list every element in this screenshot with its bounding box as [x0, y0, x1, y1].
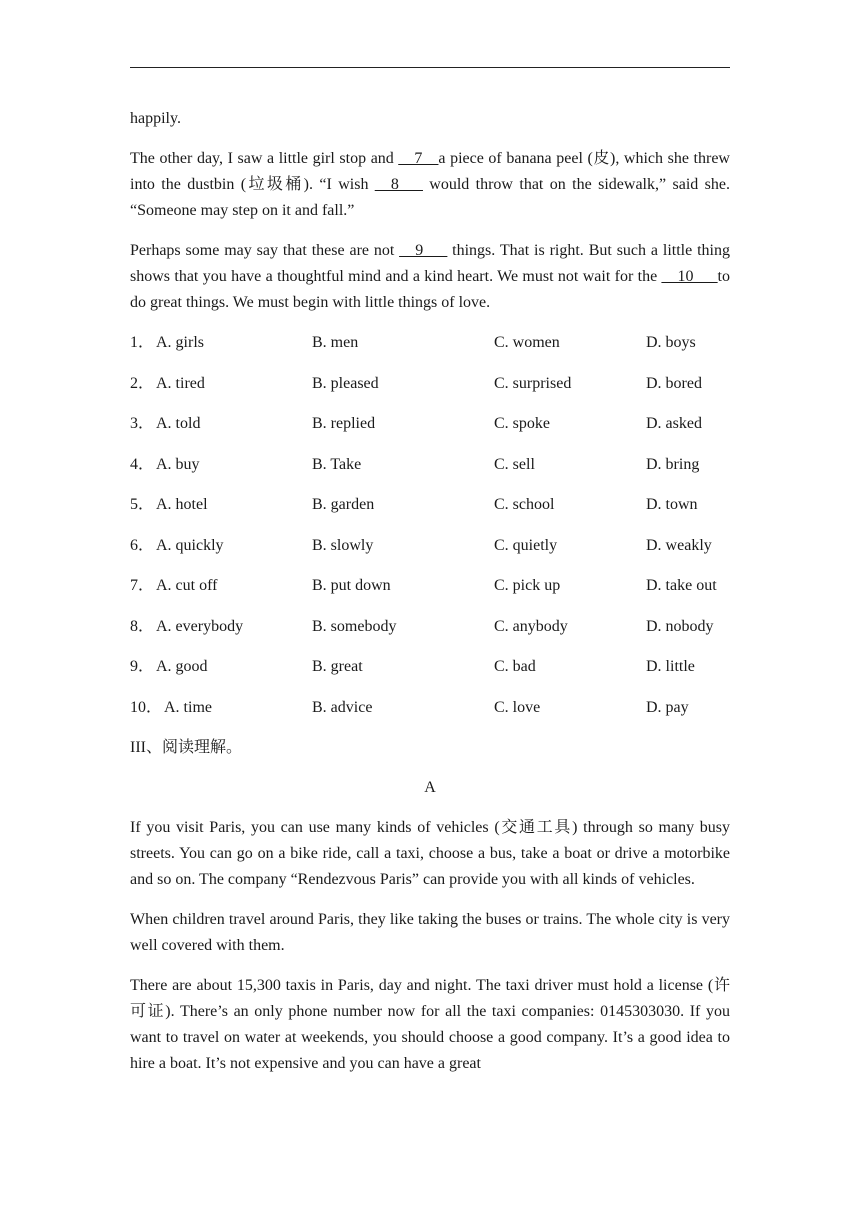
option-c: C. surprised [494, 374, 572, 392]
option-d: D. bored [646, 374, 702, 392]
question-number: 2． [130, 374, 155, 392]
option-c: C. spoke [494, 415, 550, 432]
option-b: B. put down [312, 577, 391, 594]
option-row [130, 573, 730, 599]
page-content [130, 106, 730, 1091]
option-a: A. cut off [156, 577, 218, 594]
options-list [130, 330, 730, 721]
option-a: A. told [156, 415, 201, 432]
option-d: D. little [646, 658, 695, 675]
reading-paragraph: If you visit Paris, you can use many kinds of vehicles (交通工具) through so many busy streets. You can go on a bike ride, call a taxi, choose a bus, take a boat or drive a motorbike and so on. The company “Rendezvous Paris” can provide you with all kinds of vehicles. [130, 819, 730, 888]
option-d: D. town [646, 496, 698, 513]
question-number: 4． [130, 455, 155, 473]
option-d: D. weakly [646, 536, 712, 554]
part-label: A [424, 779, 436, 796]
option-a: A. good [156, 658, 208, 675]
option-d: D. bring [646, 455, 700, 473]
question-number: 1． [130, 334, 155, 351]
option-c: C. anybody [494, 617, 568, 635]
passage-line: happily. [130, 110, 181, 127]
option-b: B. men [312, 334, 359, 351]
text: to do great things. We must begin with little things of love. [130, 268, 730, 311]
passage-paragraph-1 [130, 146, 730, 224]
option-row [130, 411, 730, 437]
option-b: B. garden [312, 496, 375, 513]
question-number: 3． [130, 415, 155, 432]
option-a: A. buy [156, 455, 200, 473]
option-b: B. advice [312, 698, 373, 716]
text: The other day, I saw a little girl stop and [130, 150, 399, 167]
option-d: D. pay [646, 698, 689, 716]
blank-8: __8___ [374, 176, 423, 193]
option-c: C. women [494, 334, 560, 351]
option-b: B. pleased [312, 374, 379, 392]
text: a piece of banana peel (皮), which she threw into the dustbin (垃圾桶). “I wish [130, 150, 730, 193]
option-row [130, 330, 730, 356]
option-c: C. bad [494, 658, 536, 675]
question-number: 5． [130, 496, 155, 513]
passage-paragraph-2 [130, 238, 730, 316]
question-number: 6． [130, 536, 155, 554]
option-a: A. time [164, 698, 212, 716]
option-b: B. great [312, 658, 363, 675]
reading-paragraph: When children travel around Paris, they like taking the buses or trains. The whole city is very well covered with them. [130, 911, 730, 954]
section-heading: III、阅读理解。 [130, 739, 242, 756]
option-a: A. tired [156, 374, 205, 392]
option-b: B. replied [312, 415, 376, 432]
option-d: D. take out [646, 577, 717, 594]
option-c: C. pick up [494, 577, 561, 594]
option-c: C. quietly [494, 536, 558, 554]
question-number: 10． [130, 698, 163, 716]
option-row [130, 452, 730, 478]
option-row [130, 533, 730, 559]
header-rule [130, 67, 730, 68]
question-number: 9． [130, 658, 155, 675]
reading-paragraph: There are about 15,300 taxis in Paris, day and night. The taxi driver must hold a license (许可证). There’s an only phone number now for all the taxi companies: 0145303030. If you want to travel on water at weekends, you should choose a good company. It’s a good idea to hire a boat. It’s not expensive and you can have a great [130, 977, 730, 1072]
blank-10: __10___ [661, 268, 718, 285]
blank-7: __7__ [398, 150, 439, 167]
option-row [130, 695, 730, 721]
option-c: C. school [494, 496, 555, 513]
text: things. That is right. But such a little thing shows that you have a thoughtful mind and a kind heart. We must not wait for the [130, 242, 730, 285]
option-d: D. nobody [646, 617, 714, 635]
option-row [130, 492, 730, 518]
text: Perhaps some may say that these are not [130, 242, 400, 259]
option-row [130, 371, 730, 397]
option-a: A. girls [156, 334, 204, 351]
option-b: B. somebody [312, 617, 397, 635]
option-b: B. slowly [312, 536, 374, 554]
text: would throw that on the sidewalk,” said she. “Someone may step on it and fall.” [130, 176, 730, 219]
option-a: A. everybody [156, 617, 244, 635]
question-number: 8． [130, 617, 155, 635]
option-d: D. asked [646, 415, 702, 432]
blank-9: __9___ [399, 242, 448, 259]
option-d: D. boys [646, 334, 696, 351]
option-b: B. Take [312, 455, 362, 473]
option-a: A. hotel [156, 496, 208, 513]
question-number: 7． [130, 577, 155, 594]
option-a: A. quickly [156, 536, 224, 554]
option-row [130, 654, 730, 680]
option-row [130, 614, 730, 640]
option-c: C. love [494, 698, 541, 716]
option-c: C. sell [494, 455, 535, 473]
